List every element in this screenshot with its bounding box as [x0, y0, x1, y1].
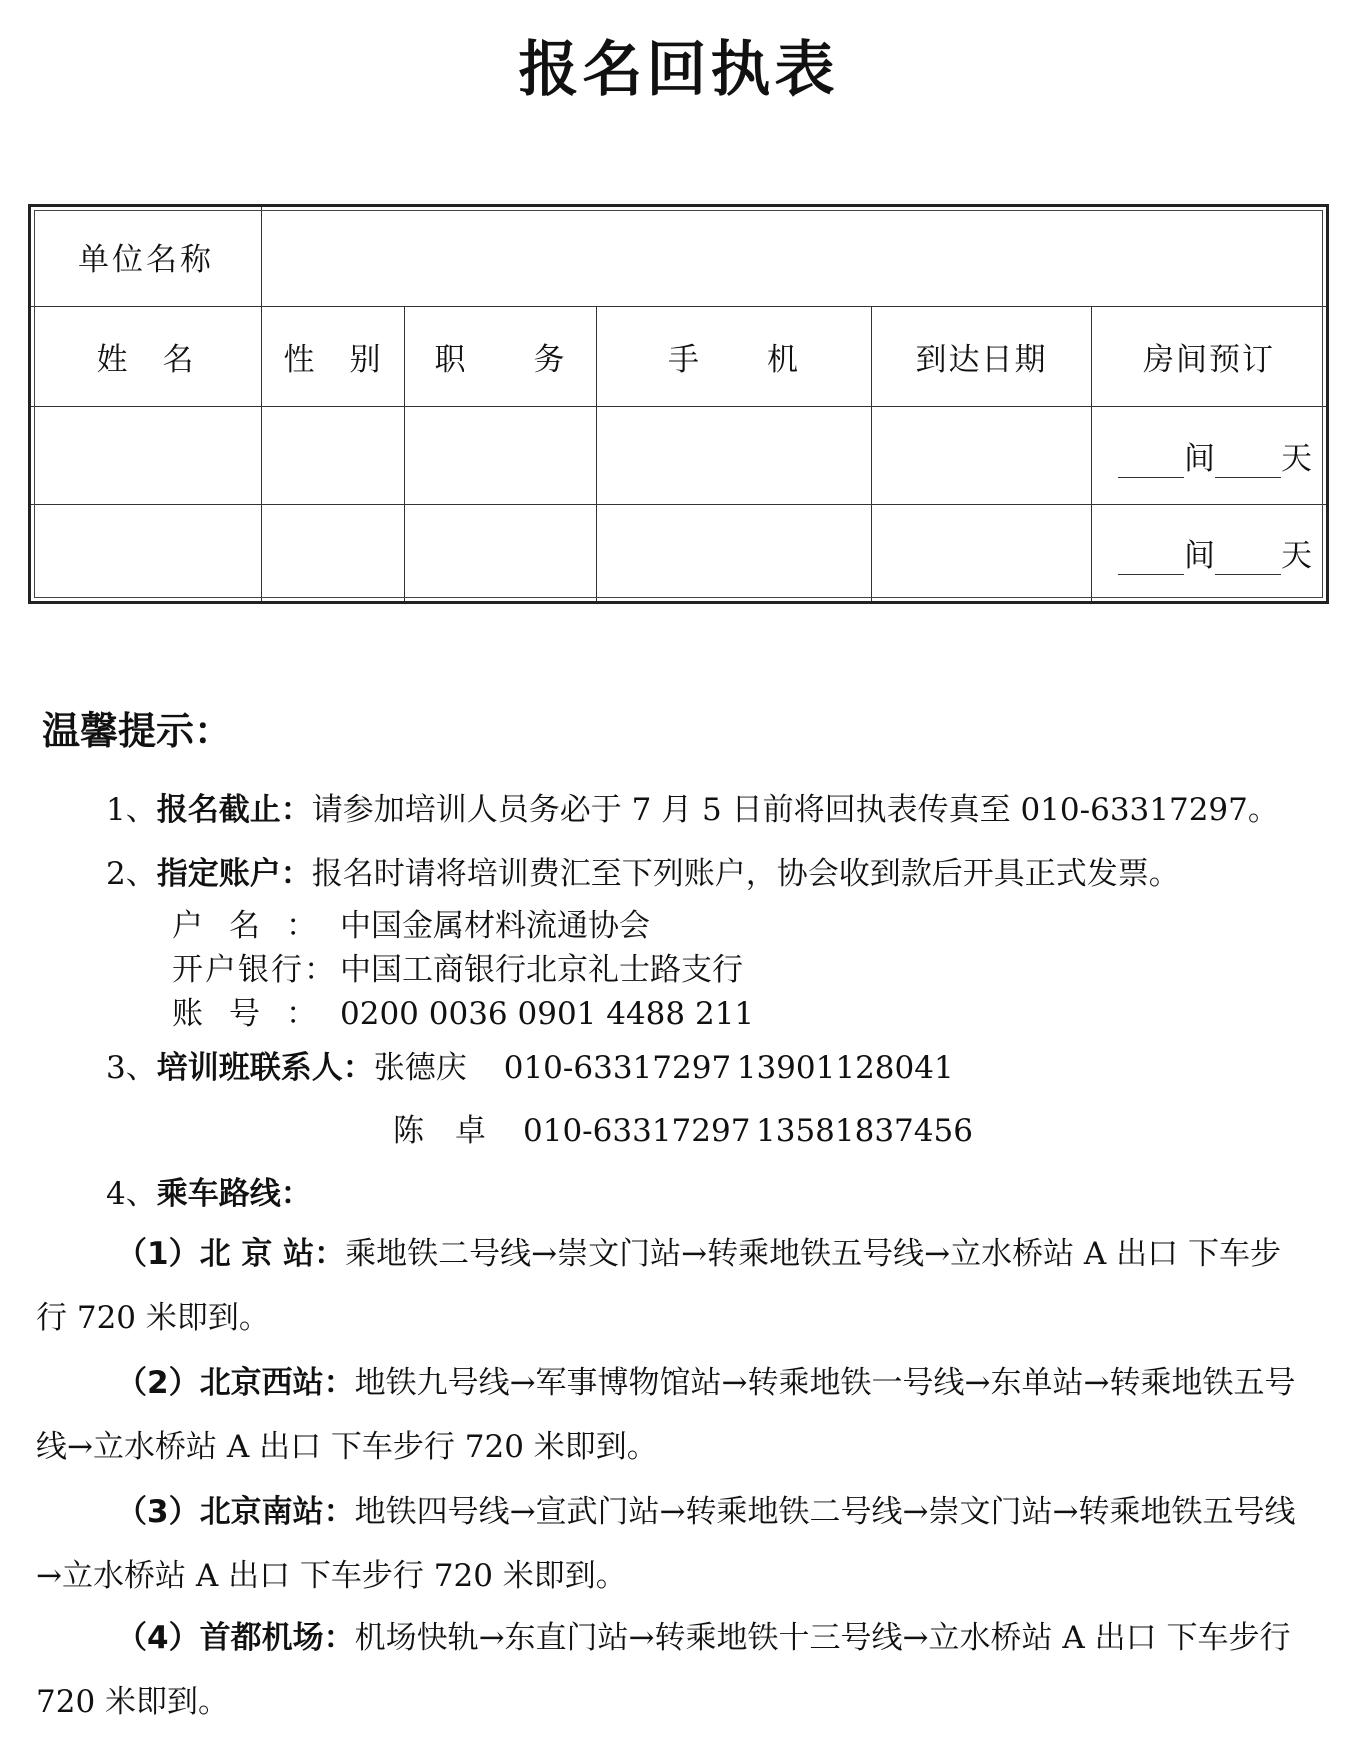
account-bank-key: 开户银行：	[172, 952, 337, 988]
arrival-date-cell[interactable]	[872, 406, 1092, 504]
contact-mobile: 13901128041	[736, 1050, 954, 1086]
room-unit: 间	[1184, 440, 1216, 477]
room-booking-cell[interactable]	[1092, 504, 1328, 602]
header-gender: 性 别	[262, 307, 405, 406]
contact-line-2	[393, 1105, 973, 1150]
tip-label: 乘车路线：	[156, 1176, 312, 1212]
tip-label: 指定账户：	[156, 856, 312, 892]
tip-number: 2、	[106, 856, 157, 892]
route-body: 乘地铁二号线→崇文门站→转乘地铁五号线→立水桥站 A 出口 下车步行 720 米即到。	[36, 1236, 1282, 1336]
room-count-blank[interactable]	[1118, 548, 1184, 575]
account-bank-value: 中国工商银行北京礼士路支行	[340, 952, 743, 988]
header-room-booking: 房间预订	[1092, 307, 1328, 406]
tip-number: 4、	[106, 1176, 157, 1212]
registration-form-table	[28, 204, 1329, 604]
day-unit: 天	[1281, 538, 1313, 575]
tip-label: 培训班联系人：	[156, 1050, 374, 1086]
header-mobile: 手 机	[597, 307, 872, 406]
route-beijing-station	[36, 1222, 1304, 1350]
mobile-cell[interactable]	[597, 406, 872, 504]
org-row	[30, 206, 1328, 307]
arrival-date-cell[interactable]	[872, 504, 1092, 602]
contact-tel: 010-63317297	[503, 1050, 732, 1086]
contact-name: 张德庆	[373, 1050, 467, 1086]
account-number-line	[172, 988, 754, 1033]
account-name-value: 中国金属材料流通协会	[340, 908, 650, 944]
header-arrival-date: 到达日期	[872, 307, 1092, 406]
day-count-blank[interactable]	[1215, 451, 1281, 478]
route-head: （4）首都机场：	[116, 1620, 355, 1656]
org-name-field[interactable]	[262, 206, 1328, 307]
mobile-cell[interactable]	[597, 504, 872, 602]
contact-tel: 010-63317297	[523, 1113, 751, 1149]
route-head: （2）北京西站：	[116, 1365, 355, 1401]
room-unit: 间	[1184, 538, 1216, 575]
tip-routes	[106, 1168, 312, 1213]
account-name-line	[172, 900, 650, 945]
tip-deadline	[106, 784, 1279, 829]
route-body: 地铁四号线→宣武门站→转乘地铁二号线→崇文门站→转乘地铁五号线→立水桥站 A 出口 下车步行 720 米即到。	[36, 1494, 1296, 1594]
name-cell[interactable]	[30, 504, 262, 602]
gender-cell[interactable]	[262, 406, 405, 504]
route-beijing-west	[36, 1351, 1304, 1479]
account-number-key: 账号：	[172, 996, 317, 1032]
contact-name: 陈 卓	[393, 1113, 486, 1149]
tip-number: 3、	[106, 1050, 157, 1086]
name-cell[interactable]	[30, 406, 262, 504]
tip-text: 报名时请将培训费汇至下列账户，协会收到款后开具正式发票。	[311, 856, 1180, 892]
route-capital-airport	[36, 1606, 1304, 1734]
account-bank-line	[172, 944, 743, 989]
tip-account	[106, 848, 1180, 893]
header-position: 职 务	[405, 307, 597, 406]
gender-cell[interactable]	[262, 504, 405, 602]
page-title: 报名回执表	[518, 35, 839, 105]
position-cell[interactable]	[405, 504, 597, 602]
position-cell[interactable]	[405, 406, 597, 504]
account-number-value: 0200 0036 0901 4488 211	[340, 996, 755, 1032]
route-head: （3）北京南站：	[116, 1494, 355, 1530]
day-count-blank[interactable]	[1215, 548, 1281, 575]
org-name-label: 单位名称	[30, 206, 262, 307]
header-row	[30, 307, 1328, 406]
table-row	[30, 504, 1328, 602]
tip-label: 报名截止：	[156, 792, 312, 828]
tips-title: 温馨提示：	[42, 709, 233, 753]
contact-line-1	[106, 1042, 954, 1087]
route-head: （1）北 京 站：	[116, 1236, 346, 1272]
route-body: 机场快轨→东直门站→转乘地铁十三号线→立水桥站 A 出口 下车步行 720 米即到。	[36, 1620, 1291, 1720]
tip-text: 请参加培训人员务必于 7 月 5 日前将回执表传真至 010-63317297。	[311, 792, 1279, 828]
route-body: 地铁九号线→军事博物馆站→转乘地铁一号线→东单站→转乘地铁五号线→立水桥站 A 出口 下车步行 720 米即到。	[36, 1365, 1296, 1465]
room-booking-cell[interactable]	[1092, 406, 1328, 504]
day-unit: 天	[1281, 440, 1313, 477]
header-name: 姓 名	[30, 307, 262, 406]
contact-mobile: 13581837456	[756, 1113, 973, 1149]
route-beijing-south	[36, 1480, 1304, 1608]
account-name-key: 户名：	[172, 908, 317, 944]
tip-number: 1、	[106, 792, 157, 828]
room-count-blank[interactable]	[1118, 451, 1184, 478]
table-row	[30, 406, 1328, 504]
